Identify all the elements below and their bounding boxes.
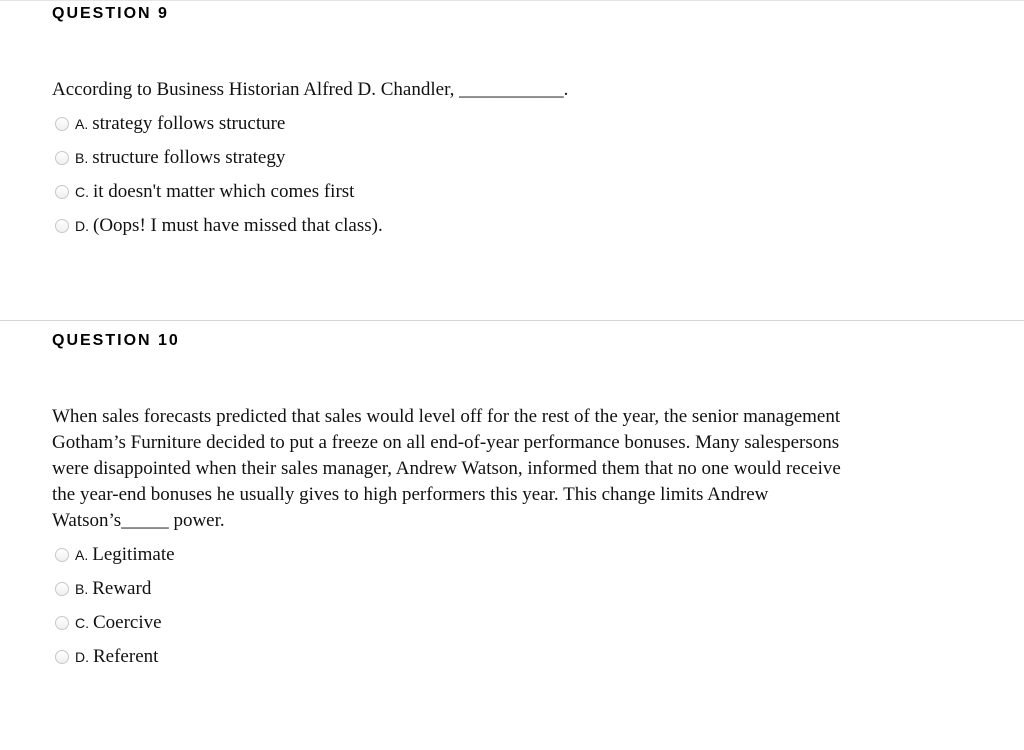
- question-text-line: the year-end bonuses he usually gives to high performers this year. This change limits Andrew: [52, 484, 769, 505]
- option-letter: B.: [75, 150, 89, 166]
- question-9-text: According to Business Historian Alfred D. Chandler, ___________.: [52, 79, 569, 100]
- option-letter: C.: [75, 615, 89, 631]
- answer-option[interactable]: [55, 146, 285, 170]
- radio-button[interactable]: [55, 616, 69, 630]
- option-letter: A.: [75, 547, 89, 563]
- option-text: it doesn't matter which comes first: [93, 181, 355, 202]
- option-letter: A.: [75, 116, 89, 132]
- option-text: strategy follows structure: [92, 113, 286, 134]
- question-text-line: Gotham’s Furniture decided to put a freeze on all end-of-year performance bonuses. Many salespersons: [52, 432, 840, 453]
- answer-option[interactable]: [55, 214, 383, 238]
- answer-option[interactable]: [55, 611, 162, 635]
- question-10-text: [52, 404, 841, 534]
- answer-option[interactable]: [55, 112, 285, 136]
- option-text: Legitimate: [92, 544, 175, 565]
- question-text-line: were disappointed when their sales manager, Andrew Watson, informed them that no one would receive: [52, 458, 841, 479]
- option-letter: D.: [75, 218, 89, 234]
- radio-button[interactable]: [55, 219, 69, 233]
- radio-button[interactable]: [55, 548, 69, 562]
- radio-button[interactable]: [55, 151, 69, 165]
- radio-button[interactable]: [55, 582, 69, 596]
- answer-option[interactable]: [55, 645, 158, 669]
- question-text-line: When sales forecasts predicted that sales would level off for the rest of the year, the senior management: [52, 406, 841, 427]
- answer-option[interactable]: [55, 543, 175, 567]
- option-letter: C.: [75, 184, 89, 200]
- question-text-line: Watson’s_____ power.: [52, 510, 225, 531]
- option-text: (Oops! I must have missed that class).: [93, 215, 383, 236]
- option-letter: B.: [75, 581, 89, 597]
- answer-option[interactable]: [55, 180, 354, 204]
- radio-button[interactable]: [55, 117, 69, 131]
- option-text: Reward: [92, 578, 152, 599]
- radio-button[interactable]: [55, 650, 69, 664]
- radio-button[interactable]: [55, 185, 69, 199]
- option-letter: D.: [75, 649, 89, 665]
- option-text: structure follows strategy: [92, 147, 286, 168]
- question-9-title: QUESTION 9: [52, 5, 169, 22]
- option-text: Coercive: [93, 612, 162, 633]
- question-divider: [0, 320, 1024, 321]
- top-border: [0, 0, 1024, 1]
- question-10-title: QUESTION 10: [52, 332, 180, 349]
- option-text: Referent: [93, 646, 159, 667]
- answer-option[interactable]: [55, 577, 151, 601]
